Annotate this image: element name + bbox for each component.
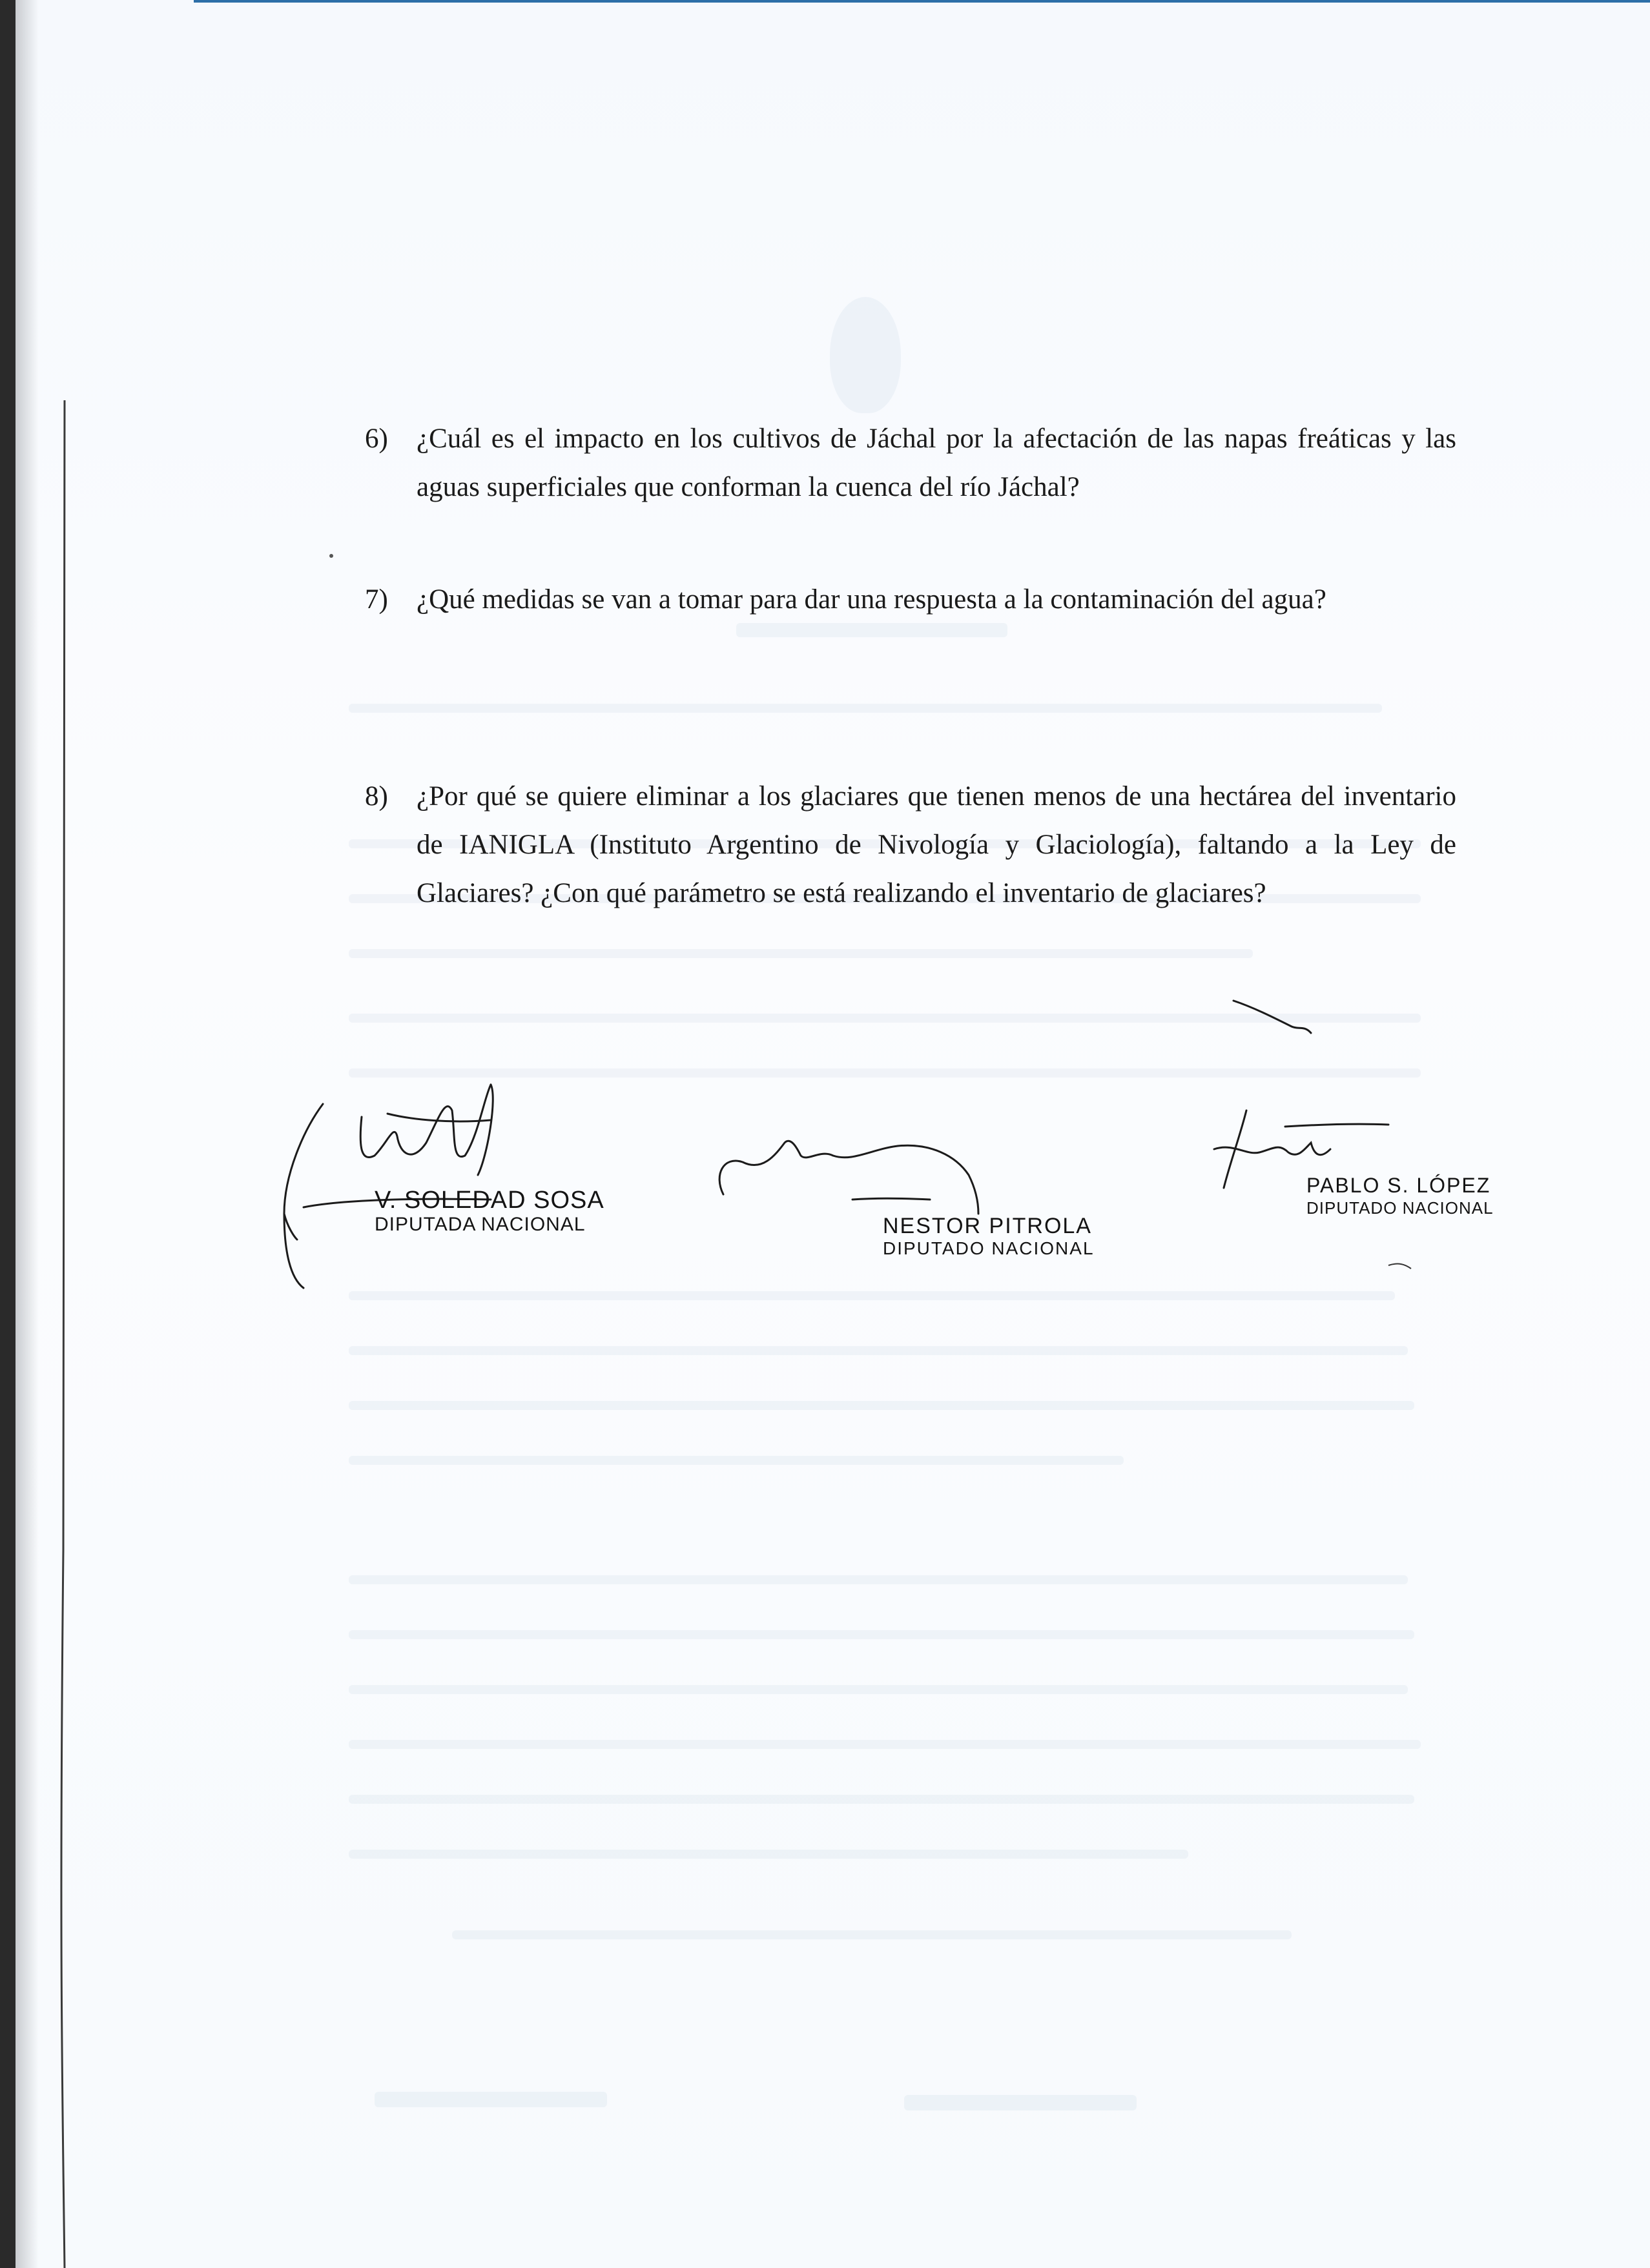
bleed-through-line [736,623,1007,637]
bleed-through-line [349,704,1382,713]
bleed-through-line [349,1456,1124,1465]
bleed-through-line [904,2095,1137,2110]
binding-fold-line [0,0,77,2268]
question-7 [365,575,1456,624]
signature-name-pitrola: NESTOR PITROLA [883,1214,1092,1238]
question-text: ¿Por qué se quiere eliminar a los glaciares que tienen menos de una hectárea del inventario de IANIGLA (Instituto Argentino de Nivología y Glaciología), faltando a la Ley de Glaciares? ¿Con qué parámetro se está realizando el inventario de glaciares? [417,781,1456,908]
signature-name-lopez: PABLO S. LÓPEZ [1306,1174,1491,1197]
bleed-through-line [349,1068,1421,1078]
signature-lopez-stroke [1214,1001,1388,1188]
question-text: ¿Cuál es el impacto en los cultivos de Jáchal por la afectación de las napas freáticas y las aguas superficiales que conforman la cuenca del río Jáchal? [417,424,1456,502]
bleed-through-line [349,949,1253,958]
bleed-through-line [349,1850,1188,1859]
bleed-through-line [349,1291,1395,1300]
bleed-through-line [349,1401,1414,1410]
question-number: 8) [365,781,388,812]
bleed-through-line [452,1930,1292,1939]
signature-title-lopez: DIPUTADO NACIONAL [1306,1198,1494,1218]
question-number: 6) [365,424,388,454]
bleed-through-line [349,1630,1414,1639]
scan-top-edge [194,0,1650,3]
question-6 [365,414,1456,511]
bleed-through-line [349,1014,1421,1023]
signature-name-sosa: V. SOLEDAD SOSA [375,1187,604,1214]
scan-speck [1388,1264,1411,1269]
scan-speck [329,554,333,558]
bleed-through-line [349,1685,1408,1694]
bleed-through-line [349,1346,1408,1355]
bleed-through-line [349,1575,1408,1584]
question-text: ¿Qué medidas se van a tomar para dar una respuesta a la contaminación del agua? [417,584,1326,615]
signature-title-sosa: DIPUTADA NACIONAL [375,1214,586,1235]
question-8 [365,772,1456,917]
question-number: 7) [365,584,388,615]
signature-title-pitrola: DIPUTADO NACIONAL [883,1238,1095,1258]
bleed-through-line [349,1795,1414,1804]
bleed-through-line [375,2092,607,2107]
signature-pitrola-stroke [719,1141,978,1214]
bleed-through-emblem [830,297,901,413]
bleed-through-line [349,1740,1421,1749]
